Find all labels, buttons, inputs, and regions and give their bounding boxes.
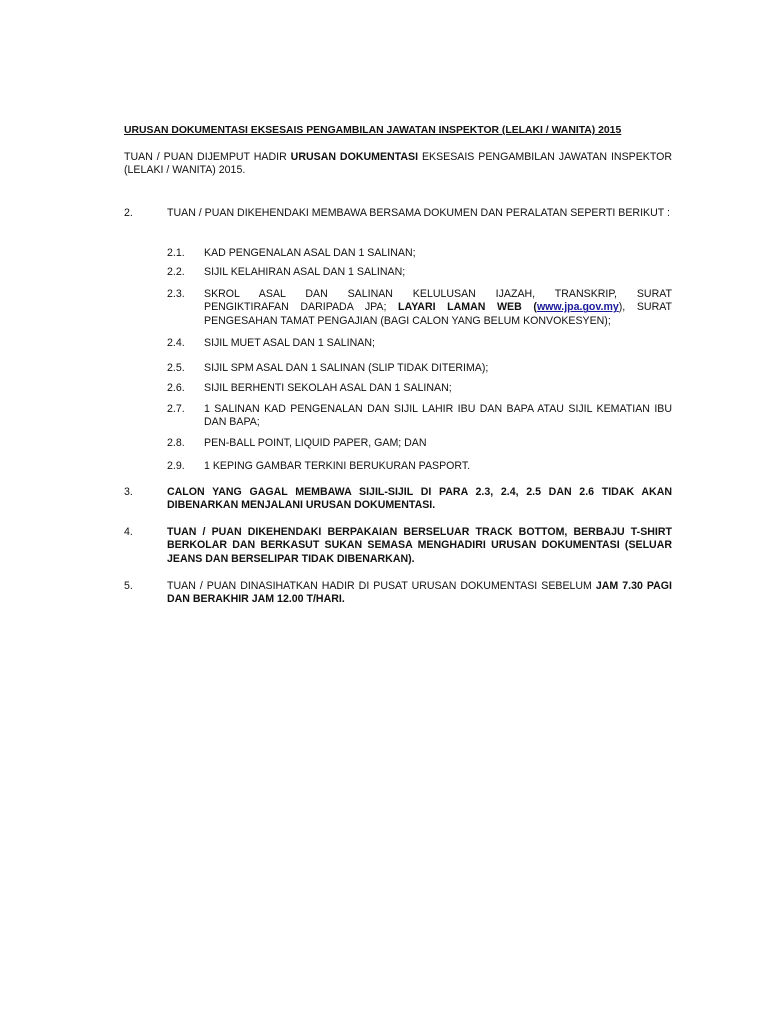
- list-item-text: PEN-BALL POINT, LIQUID PAPER, GAM; DAN: [204, 437, 427, 449]
- list-item-number: 2.3.: [167, 288, 185, 300]
- list-item-text: SIJIL SPM ASAL DAN 1 SALINAN (SLIP TIDAK DITERIMA);: [204, 362, 489, 374]
- paragraph-text: TUAN / PUAN DIKEHENDAKI BERPAKAIAN BERSELUAR TRACK BOTTOM, BERBAJU T-SHIRT BERKOLAR DAN BERKASUT SUKAN SEMASA MENGHADIRI URUSAN DOKUMENTASI (SELUAR JEANS DAN BERSELIPAR TIDAK DIBENARKAN).: [167, 526, 672, 565]
- list-item-number: 2.7.: [167, 403, 185, 415]
- paragraph-number: 2.: [124, 207, 133, 219]
- list-item-text: SIJIL KELAHIRAN ASAL DAN 1 SALINAN;: [204, 266, 406, 278]
- jpa-website-link[interactable]: www.jpa.gov.my: [536, 301, 619, 314]
- visit-website-label: LAYARI LAMAN WEB: [398, 301, 522, 314]
- list-item-number: 2.5.: [167, 362, 185, 374]
- paragraph-number: 4.: [124, 526, 133, 538]
- link-open-paren: (: [521, 301, 537, 314]
- paragraph-5-text: TUAN / PUAN DINASIHATKAN HADIR DI PUSAT URUSAN DOKUMENTASI SEBELUM: [167, 580, 596, 592]
- intro-bold-text: URUSAN DOKUMENTASI: [290, 151, 419, 163]
- list-item-line-1: SKROL ASAL DAN SALINAN KELULUSAN IJAZAH, TRANSKRIP, SURAT: [204, 288, 672, 300]
- list-item-number: 2.4.: [167, 337, 185, 349]
- list-item-number: 2.8.: [167, 437, 185, 449]
- paragraph-number: 3.: [124, 486, 133, 498]
- intro-text-1: TUAN / PUAN DIJEMPUT HADIR: [124, 151, 291, 163]
- paragraph-number: 5.: [124, 580, 133, 592]
- list-item-text: 1 SALINAN KAD PENGENALAN DAN SIJIL LAHIR IBU DAN BAPA ATAU SIJIL KEMATIAN IBU DAN BAPA;: [204, 403, 672, 429]
- list-item-text: SIJIL MUET ASAL DAN 1 SALINAN;: [204, 337, 375, 349]
- intro-text-2: EKSESAIS PENGAMBILAN JAWATAN INSPEKTOR (LELAKI / WANITA) 2015.: [124, 151, 673, 177]
- paragraph-text: [167, 580, 672, 607]
- paragraph-5-bold-time: JAM 7.30 PAGI DAN BERAKHIR JAM 12.00 T/HARI.: [167, 580, 672, 606]
- list-item-number: 2.1.: [167, 247, 185, 259]
- list-item-line-2-text: PENGIKTIRAFAN DARIPADA JPA;: [204, 301, 399, 314]
- list-item-number: 2.2.: [167, 266, 185, 278]
- list-item-line-2: [204, 301, 672, 314]
- document-title: URUSAN DOKUMENTASI EKSESAIS PENGAMBILAN JAWATAN INSPEKTOR (LELAKI / WANITA) 2015: [124, 125, 622, 136]
- paragraph-text: TUAN / PUAN DIKEHENDAKI MEMBAWA BERSAMA DOKUMEN DAN PERALATAN SEPERTI BERIKUT :: [167, 207, 670, 219]
- paragraph-text: CALON YANG GAGAL MEMBAWA SIJIL-SIJIL DI PARA 2.3, 2.4, 2.5 DAN 2.6 TIDAK AKAN DIBENARKAN MENJALANI URUSAN DOKUMENTASI.: [167, 486, 672, 512]
- list-item-number: 2.9.: [167, 460, 185, 472]
- link-close-text: ), SURAT: [618, 301, 672, 314]
- list-item-text: [204, 288, 672, 328]
- list-item-text: SIJIL BERHENTI SEKOLAH ASAL DAN 1 SALINAN;: [204, 382, 452, 394]
- list-item-text: KAD PENGENALAN ASAL DAN 1 SALINAN;: [204, 247, 416, 259]
- list-item-line-3: PENGESAHAN TAMAT PENGAJIAN (BAGI CALON YANG BELUM KONVOKESYEN);: [204, 314, 611, 327]
- list-item-number: 2.6.: [167, 382, 185, 394]
- list-item-text: 1 KEPING GAMBAR TERKINI BERUKURAN PASPORT.: [204, 460, 471, 472]
- intro-paragraph: [124, 151, 672, 178]
